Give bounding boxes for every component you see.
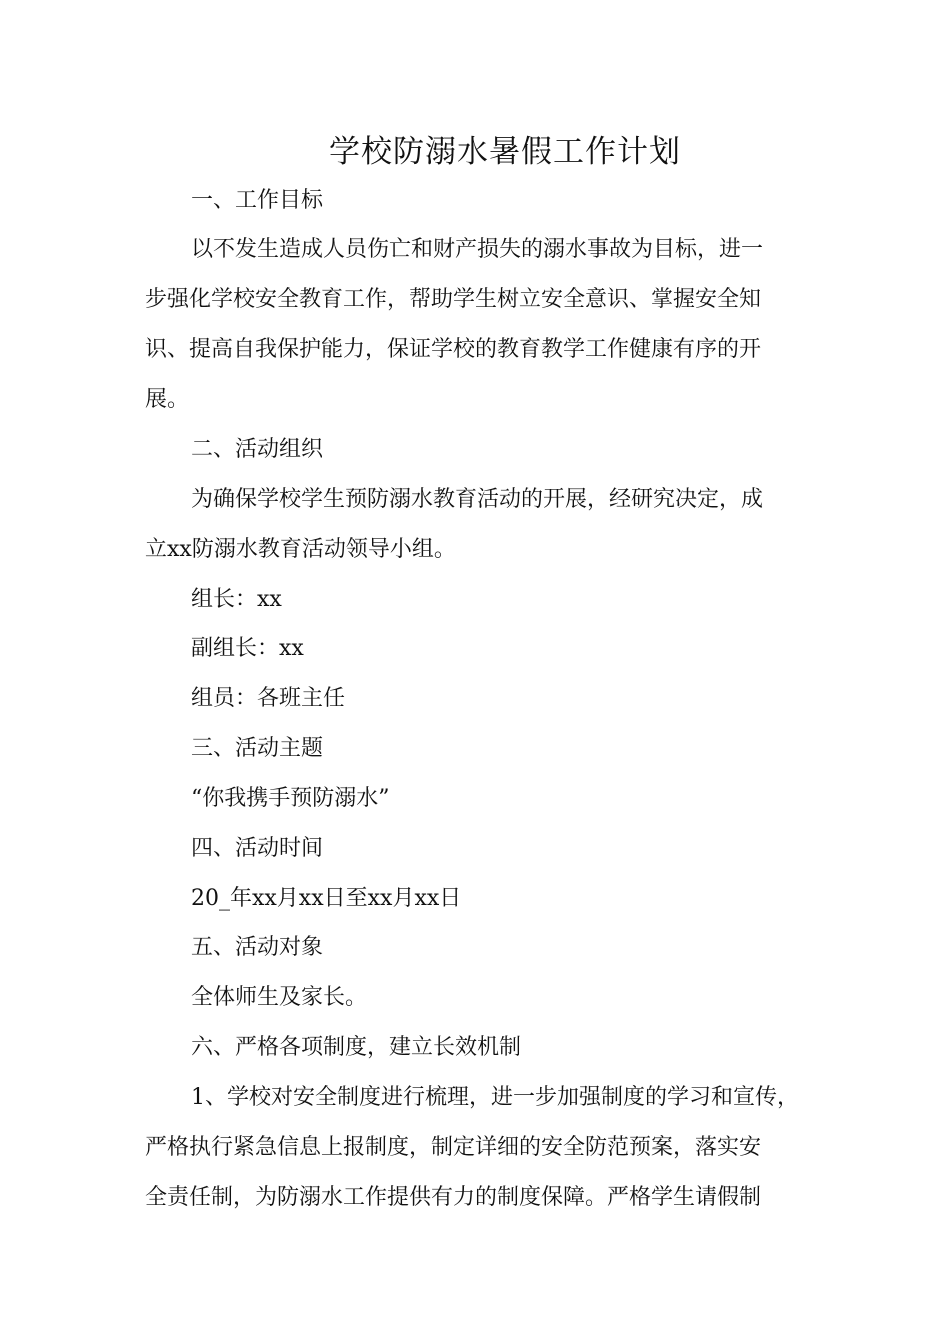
paragraph-line: 全责任制，为防溺水工作提供有力的制度保障。严格学生请假制: [145, 1185, 762, 1210]
section-heading-rules: 六、严格各项制度，建立长效机制: [191, 1035, 522, 1060]
audience-line: 全体师生及家长。: [191, 985, 368, 1010]
theme-slogan: “你我携手预防溺水”: [191, 786, 390, 811]
section-heading-organization: 二、活动组织: [191, 437, 324, 462]
paragraph-line: 识、提高自我保护能力，保证学校的教育教学工作健康有序的开: [145, 337, 762, 362]
activity-date-line: 20_年xx月xx日至xx月xx日: [191, 886, 462, 911]
team-leader-line: 组长：xx: [191, 587, 282, 612]
section-heading-theme: 三、活动主题: [191, 736, 324, 761]
deputy-leader-line: 副组长：xx: [191, 636, 304, 661]
section-heading-goals: 一、工作目标: [191, 188, 324, 213]
paragraph-line: 为确保学校学生预防溺水教育活动的开展，经研究决定，成: [191, 487, 764, 512]
section-heading-time: 四、活动时间: [191, 836, 324, 861]
paragraph-line: 步强化学校安全教育工作，帮助学生树立安全意识、掌握安全知: [145, 287, 762, 312]
document-title: 学校防溺水暑假工作计划: [329, 134, 681, 170]
paragraph-line: 严格执行紧急信息上报制度，制定详细的安全防范预案，落实安: [145, 1135, 762, 1160]
paragraph-line: 1、学校对安全制度进行梳理，进一步加强制度的学习和宣传，: [191, 1085, 799, 1110]
team-members-line: 组员：各班主任: [191, 686, 346, 711]
paragraph-line: 立xx防溺水教育活动领导小组。: [145, 537, 456, 562]
section-heading-audience: 五、活动对象: [191, 935, 324, 960]
paragraph-line: 展。: [145, 387, 190, 412]
paragraph-line: 以不发生造成人员伤亡和财产损失的溺水事故为目标，进一: [191, 237, 764, 262]
